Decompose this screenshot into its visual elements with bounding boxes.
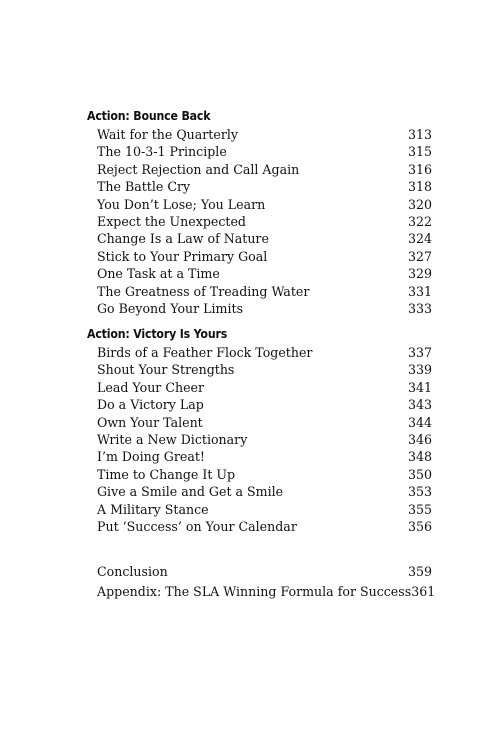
entry-title: Write a New Dictionary: [97, 431, 248, 447]
toc-entry[interactable]: [87, 414, 432, 431]
entry-page-number: 344: [407, 414, 432, 430]
entry-title: Give a Smile and Get a Smile: [97, 484, 284, 500]
entry-title: Go Beyond Your Limits: [97, 300, 244, 316]
entry-title: Appendix: The SLA Winning Formula for Success: [97, 583, 412, 599]
entry-page-number: 324: [407, 231, 432, 247]
entry-title: Own Your Talent: [97, 414, 203, 430]
entry-title: The 10-3-1 Principle: [97, 144, 227, 160]
entry-title: Lead Your Cheer: [97, 379, 204, 395]
entry-page-number: 331: [407, 283, 432, 299]
toc-entry[interactable]: [87, 518, 432, 535]
entry-page-number: 318: [407, 179, 432, 195]
toc-entry[interactable]: [87, 379, 432, 396]
entry-title: Expect the Unexpected: [97, 213, 246, 229]
toc-entry[interactable]: [87, 466, 432, 483]
entry-title: Shout Your Strengths: [97, 362, 235, 378]
toc-entry[interactable]: [87, 143, 432, 160]
entry-title: Conclusion: [97, 564, 168, 579]
toc-entry[interactable]: [87, 126, 432, 143]
toc-entry-list: [87, 126, 432, 317]
section-heading: Action: Victory Is Yours: [87, 326, 228, 341]
toc-entry[interactable]: [87, 196, 432, 213]
toc-entry[interactable]: [87, 501, 432, 518]
entry-page-number: 350: [407, 466, 432, 482]
toc-entry[interactable]: [87, 300, 432, 317]
entry-page-number: 339: [407, 362, 432, 378]
entry-title: A Military Stance: [97, 501, 209, 517]
toc-entry-list: [87, 344, 432, 535]
toc-entry[interactable]: [87, 161, 432, 178]
entry-title: I’m Doing Great!: [97, 449, 205, 465]
toc-entry[interactable]: [87, 396, 432, 413]
toc-entry[interactable]: [87, 582, 436, 602]
section-heading: Action: Bounce Back: [87, 108, 211, 123]
entry-page-number: 315: [407, 144, 432, 160]
entry-title: The Greatness of Treading Water: [97, 283, 310, 299]
toc-entry[interactable]: [87, 448, 432, 465]
entry-title: Time to Change It Up: [97, 466, 236, 482]
toc-entry[interactable]: [87, 213, 432, 230]
entry-page-number: 356: [407, 518, 432, 534]
toc-section-victory: [87, 324, 432, 535]
entry-title: Wait for the Quarterly: [97, 127, 238, 142]
toc-entry[interactable]: [87, 483, 432, 500]
entry-page-number: 343: [407, 397, 432, 413]
entry-title: You Don’t Lose; You Learn: [97, 196, 266, 212]
toc-entry[interactable]: [87, 361, 432, 378]
toc-entry-list: [87, 562, 436, 601]
entry-page-number: 333: [407, 300, 432, 316]
toc-entry[interactable]: [87, 248, 432, 265]
toc-section-bounce-back: [87, 106, 432, 317]
entry-title: Reject Rejection and Call Again: [97, 161, 300, 177]
entry-page-number: 348: [407, 449, 432, 465]
entry-title: Change Is a Law of Nature: [97, 231, 269, 247]
entry-page-number: 337: [407, 345, 432, 360]
entry-title: Birds of a Feather Flock Together: [97, 345, 313, 360]
toc-entry[interactable]: [87, 431, 432, 448]
entry-title: Stick to Your Primary Goal: [97, 248, 268, 264]
entry-title: One Task at a Time: [97, 266, 220, 282]
entry-page-number: 329: [407, 266, 432, 282]
toc-entry[interactable]: [87, 230, 432, 247]
entry-page-number: 361: [411, 583, 436, 599]
entry-page-number: 316: [407, 161, 432, 177]
entry-title: Do a Victory Lap: [97, 397, 204, 413]
entry-title: Put ‘Success’ on Your Calendar: [97, 518, 297, 534]
entry-page-number: 353: [407, 484, 432, 500]
entry-page-number: 322: [407, 213, 432, 229]
entry-page-number: 313: [407, 127, 432, 142]
entry-page-number: 327: [407, 248, 432, 264]
toc-entry[interactable]: [87, 344, 432, 361]
entry-page-number: 320: [407, 196, 432, 212]
entry-title: The Battle Cry: [97, 179, 191, 195]
toc-entry[interactable]: [87, 178, 432, 195]
entry-page-number: 341: [407, 379, 432, 395]
toc-section-back-matter: [87, 562, 436, 601]
toc-entry[interactable]: [87, 283, 432, 300]
toc-entry[interactable]: [87, 562, 432, 582]
entry-page-number: 355: [407, 501, 432, 517]
entry-page-number: 346: [407, 431, 432, 447]
entry-page-number: 359: [407, 564, 432, 579]
toc-entry[interactable]: [87, 265, 432, 282]
